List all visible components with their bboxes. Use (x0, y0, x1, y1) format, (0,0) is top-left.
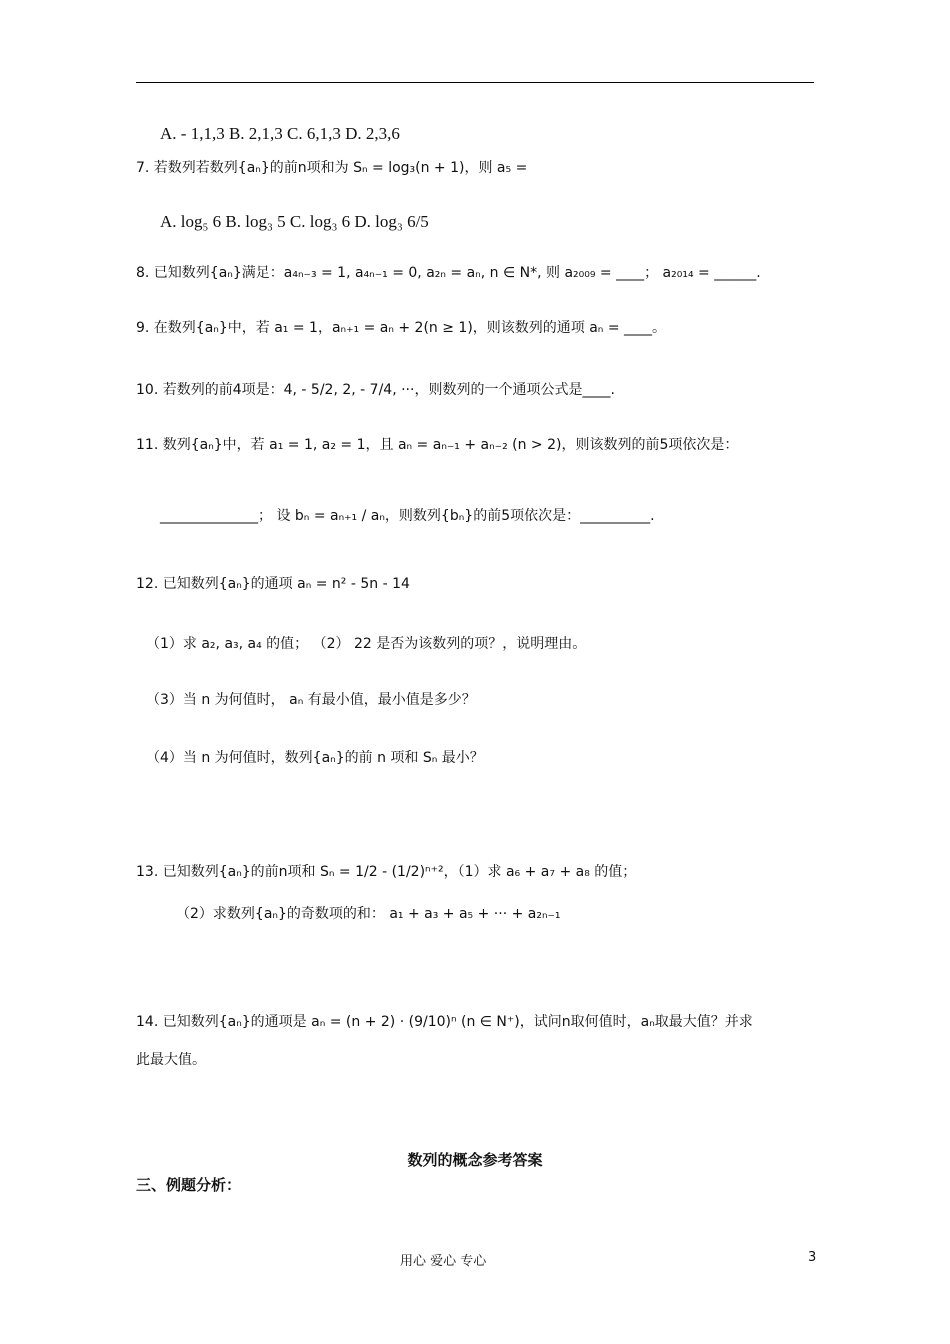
question-10: 10. 若数列的前4项是：4, - 5/2, 2, - 7/4, ···，则数列的一个通项公式是____. (136, 382, 615, 398)
q7-options: A. log₅ 6 B. log₃ 5 C. log₃ 6 D. log₃ 6/5 (160, 212, 429, 231)
question-11-b: ______________； 设 bₙ = aₙ₊₁ / aₙ，则数列{bₙ}的前5项依次是：__________. (160, 508, 655, 524)
question-12-part-4: （4）当 n 为何值时，数列{aₙ}的前 n 项和 Sₙ 最小？ (146, 750, 484, 766)
q6-options: A. - 1,1,3 B. 2,1,3 C. 6,1,3 D. 2,3,6 (160, 124, 400, 143)
question-14: 14. 已知数列{aₙ}的通项是 aₙ = (n + 2) · (9/10)ⁿ (n ∈ N⁺)，试问n取何值时，aₙ取最大值？并求 (136, 1014, 753, 1030)
question-12-part-1-2: （1）求 a₂, a₃, a₄ 的值； （2） 22 是否为该数列的项？，说明理由。 (146, 636, 587, 652)
answer-title: 数列的概念参考答案 (407, 1151, 543, 1169)
question-14-cont: 此最大值。 (136, 1052, 206, 1068)
question-13: 13. 已知数列{aₙ}的前n项和 Sₙ = 1/2 - (1/2)ⁿ⁺²，（1）求 a₆ + a₇ + a₈ 的值； (136, 864, 637, 880)
question-8: 8. 已知数列{aₙ}满足：a₄ₙ₋₃ = 1, a₄ₙ₋₁ = 0, a₂ₙ = aₙ, n ∈ N*, 则 a₂₀₀₉ = ____； a₂₀₁₄ = ______. (136, 265, 761, 281)
section-heading: 三、例题分析： (136, 1176, 242, 1194)
question-12: 12. 已知数列{aₙ}的通项 aₙ = n² - 5n - 14 (136, 576, 410, 592)
page-number: 3 (808, 1250, 817, 1265)
footer-motto: 用心 爱心 专心 (400, 1254, 487, 1269)
question-12-part-3: （3）当 n 为何值时， aₙ 有最小值，最小值是多少？ (146, 692, 476, 708)
question-13-part-2: （2）求数列{aₙ}的奇数项的和： a₁ + a₃ + a₅ + ··· + a₂ₙ₋₁ (176, 906, 561, 922)
header-rule (136, 82, 814, 83)
question-9: 9. 在数列{aₙ}中，若 a₁ = 1，aₙ₊₁ = aₙ + 2(n ≥ 1)，则该数列的通项 aₙ = ____。 (136, 320, 667, 336)
question-11: 11. 数列{aₙ}中，若 a₁ = 1, a₂ = 1，且 aₙ = aₙ₋₁ + aₙ₋₂ (n > 2)，则该数列的前5项依次是： (136, 437, 739, 453)
question-7: 7. 若数列若数列{aₙ}的前n项和为 Sₙ = log₃(n + 1)，则 a₅ = (136, 160, 528, 176)
